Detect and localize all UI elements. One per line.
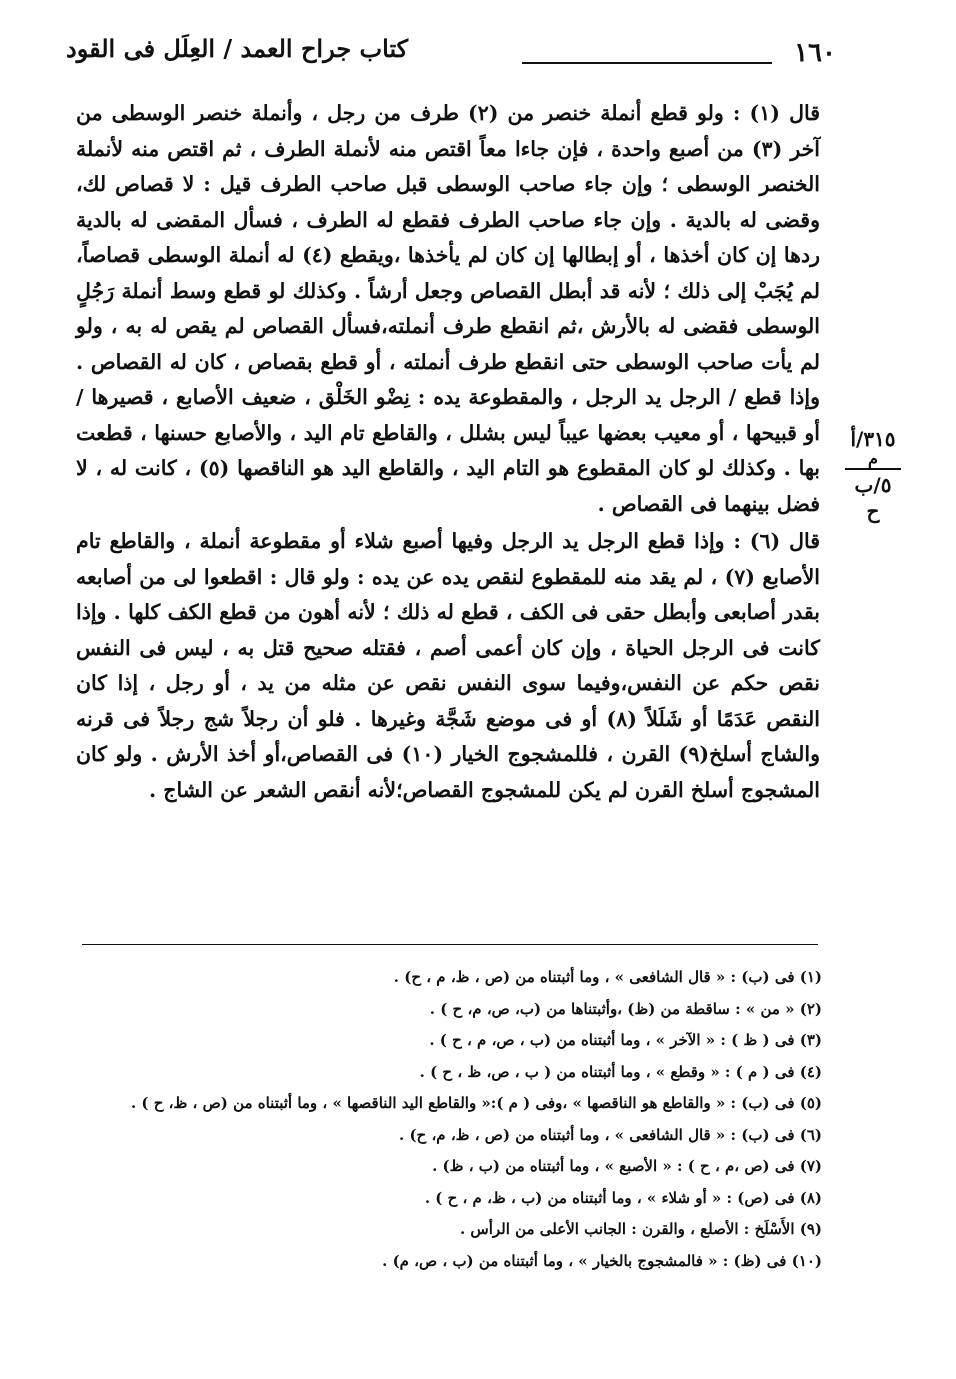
paragraph-1 xyxy=(76,96,820,522)
footnote: (٥) فى (ب) : « والقاطع هو الناقصها » ،وفى ( م ):« والقاطع اليد الناقصها » ، وما أثبتناه من (ص ، ظ، ح ) . xyxy=(130,1094,822,1112)
main-text xyxy=(76,96,820,808)
manuscript-margin-reference xyxy=(834,426,912,524)
paragraph-text: وإذا قطع الرجل يد الرجل وفيها أصبع شلاء أو مقطوعة أنملة ، والقاطع تام الأصابع (٧) ، لم يقد منه للمقطوع لنقص يده عن يده : ولو قال : اقطعوا لى من أصابعه بقدر أصابعى وأبطل حقى فى الكف ، قطع له ذلك ؛ لأنه أهون من قطع الكف كلها . وإذا كانت فى الرجل الحياة ، وإن كان أعمى أصم ، فقتله صحيح قتل به ، ليس فى النفس نقص حكم عن النفس،وفيما سوى النفس نقص عن مثله من يد ، أو رجل ، إذا كان النقص عَدَمًا أو شَلَلاً (٨) أو فى موضع شَجَّة وغيرها . فلو أن رجلاً شج رجلاً فى قرنه والشاج أسلخ(٩) القرن ، فللمشجوج الخيار (١٠) فى القصاص،أو أخذ الأرش . ولو كان المشجوج أسلخ القرن لم يكن للمشجوج القصاص؛لأنه أنقص الشعر عن الشاج . xyxy=(76,529,821,802)
margin-ref-rule xyxy=(845,468,901,470)
footnote: (٦) فى (ب) : « قال الشافعى » ، وما أثبتناه من (ص ، ظ، م، ح) . xyxy=(399,1125,822,1144)
paragraph-2 xyxy=(76,524,820,808)
paragraph-lead: قال (٦) : xyxy=(733,529,821,553)
footnote: (٨) فى (ص) : « أو شلاء » ، وما أثبتناه من (ب ، ظ، م ، ح ) . xyxy=(424,1188,822,1207)
page-header xyxy=(66,34,836,82)
footnote-separator xyxy=(82,944,818,945)
footnote: (٢) « من » : ساقطة من (ظ) ،وأثبتناها من (ب، ص، م، ح ) . xyxy=(429,999,822,1018)
footnote: (٤) فى ( م ) : « وقطع » ، وما أثبتناه من ( ب ، ص، ظ ، ح ) . xyxy=(419,1062,822,1081)
footnote: (١٠) فى (ظ) : « فالمشجوج بالخيار » ، وما أثبتناه من (ب ، ص، م) . xyxy=(382,1251,822,1270)
paragraph-text: ولو قطع أنملة خنصر من (٢) طرف من رجل ، وأنملة خنصر الوسطى من آخر (٣) من أصبع واحدة ، فإن جاءا معاً اقتص منه لأنملة الطرف ، ثم اقتص منه لأنملة الخنصر الوسطى ؛ وإن جاء صاحب الوسطى قبل صاحب الطرف قيل : لا قصاص لك، وقضى له بالدية . وإن جاء صاحب الطرف فقطع له الطرف ، فسأل المقضى له بالدية ردها إن كان أخذها ، أو إبطالها إن كان لم يأخذها ،ويقطع (٤) له أنملة الوسطى قصاصاً، لم يُجَبْ إلى ذلك ؛ لأنه قد أبطل القصاص وجعل أرشاً . وكذلك لو قطع وسط أنملة رَجُلٍ الوسطى فقضى له بالأرش ،ثم انقطع طرف أنملته،فسأل القصاص لم يقص له به ، ولو لم يأت صاحب الوسطى حتى انقطع طرف أنملته ، أو قطع بقصاص ، كان له القصاص . وإذا قطع / الرجل يد الرجل ، والمقطوعة يده : نِضْو الخَلْق ، ضعيف الأصابع ، قصيرها /أو قبيحها ، أو معيب بعضها عيباً ليس بشلل ، والقاطع تام اليد ، والأصابع حسنها ، قطعت بها . وكذلك لو كان المقطوع هو التام اليد ، والقاطع اليد هو الناقصها (٥) ، كانت له ، لا فضل بينهما فى القصاص . xyxy=(76,101,821,516)
running-title: كتاب جراح العمد / العِلَل فى القود xyxy=(66,34,409,63)
margin-ref-line-4: ح xyxy=(866,499,880,523)
footnote: (١) فى (ب) : « قال الشافعى » ، وما أثبتناه من (ص ، ظ، م ، ح) . xyxy=(393,968,822,986)
page-number: ١٦٠ xyxy=(794,38,836,68)
margin-ref-line-3: ٥/ب xyxy=(854,473,892,497)
footnotes xyxy=(60,962,822,1277)
margin-ref-line-1: ٣١٥/أ xyxy=(850,427,896,451)
footnote: (٧) فى (ص ،م ، ح ) : « الأصبع » ، وما أثبتناه من (ب ، ظ) . xyxy=(432,1157,822,1175)
footnote: (٩) الأَسْلَخ : الأصلع ، والقرن : الجانب الأعلى من الرأس . xyxy=(459,1220,822,1238)
header-rule xyxy=(522,62,772,64)
margin-ref-line-2: م xyxy=(868,449,878,468)
footnote: (٣) فى ( ظ ) : « الآخر » ، وما أثبتناه من (ب ، ص، م ، ح ) . xyxy=(429,1031,822,1049)
paragraph-lead: قال (١) : xyxy=(732,101,821,125)
